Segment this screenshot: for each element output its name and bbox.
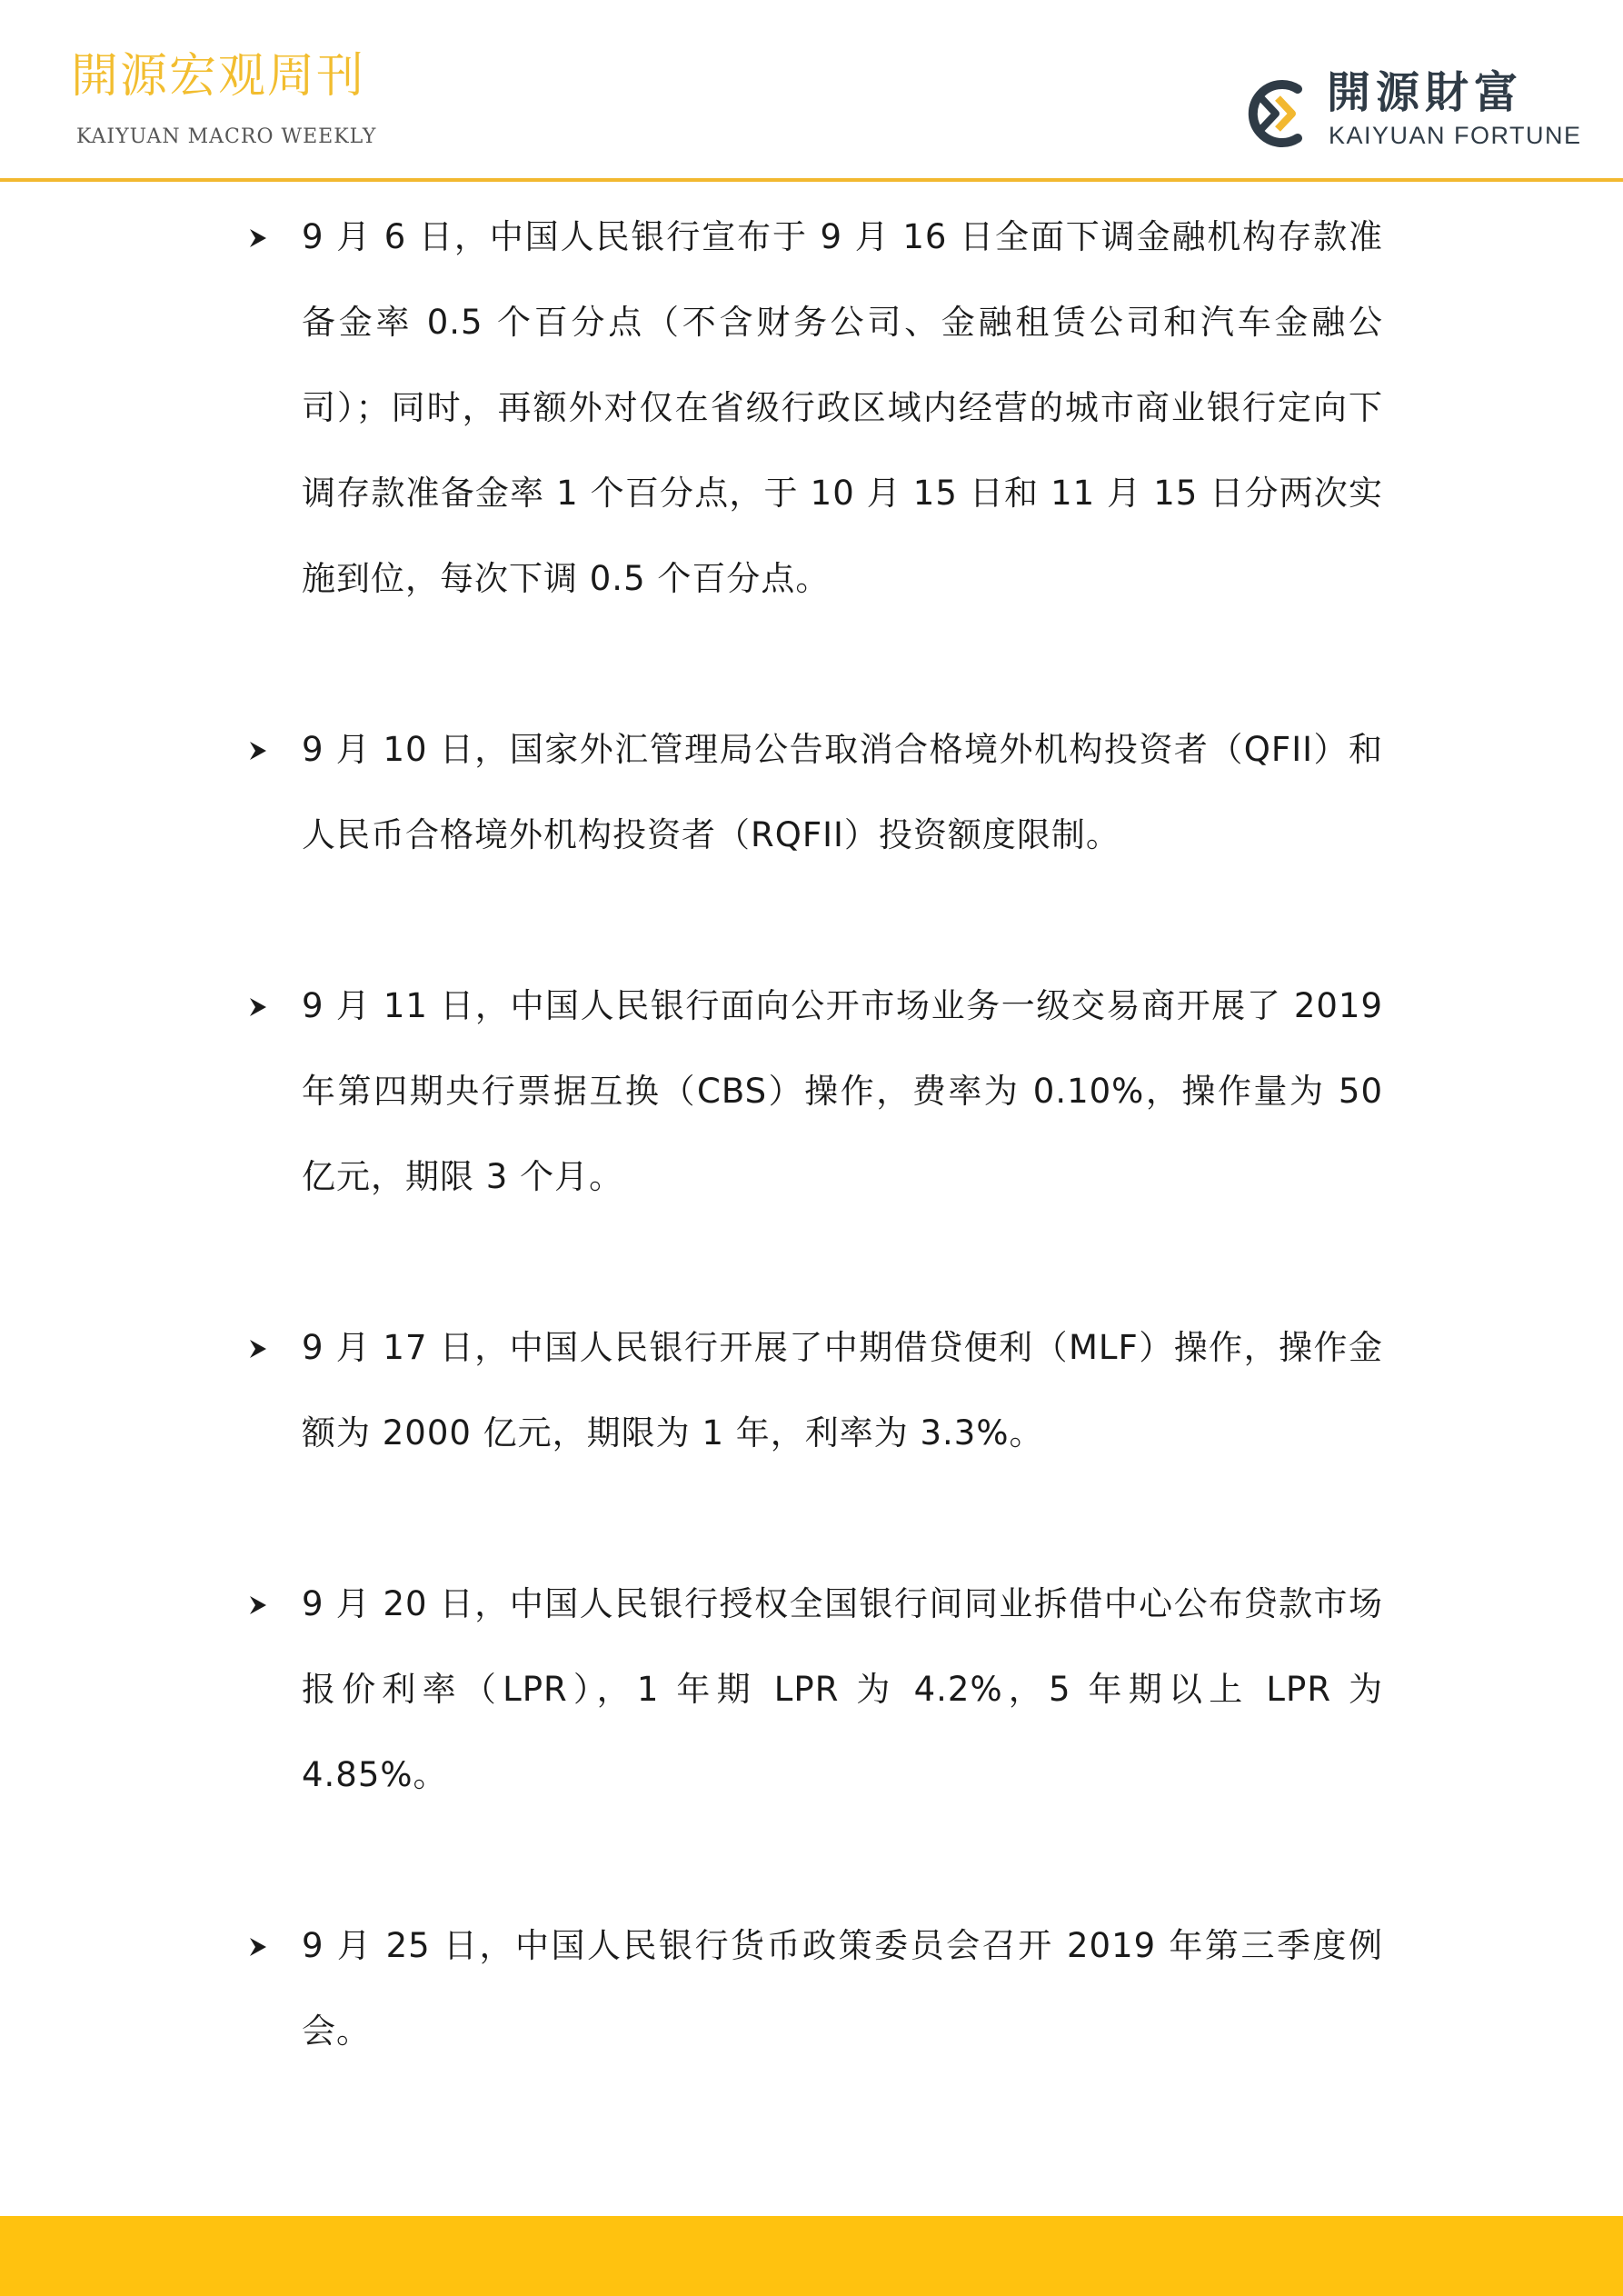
list-item-text: 9 月 6 日，中国人民银行宣布于 9 月 16 日全面下调金融机构存款准备金率 0.5 个百分点（不含财务公司、金融租赁公司和汽车金融公司）；同时，再额外对仅在省级行政区域内经营的城市商业银行定向下调存款准备金率 1 个百分点，于 10 月 15 日和 11 月 15 日分两次实施到位，每次下调 0.5 个百分点。: [302, 217, 1383, 598]
publication-subtitle: KAIYUAN MACRO WEEKLY: [76, 125, 377, 148]
arrow-bullet-icon: [247, 227, 269, 249]
list-item: [238, 1903, 1383, 2074]
list-item-text: 9 月 10 日，国家外汇管理局公告取消合格境外机构投资者（QFII）和人民币合格境外机构投资者（RQFII）投资额度限制。: [302, 730, 1383, 854]
publication-title: 開源宏观周刊: [71, 49, 366, 104]
header-divider: [0, 178, 1623, 182]
logo-mark-icon: [1243, 76, 1318, 151]
arrow-bullet-icon: [247, 1338, 269, 1360]
list-item: [238, 1305, 1383, 1476]
arrow-bullet-icon: [247, 996, 269, 1018]
list-item-text: 9 月 20 日，中国人民银行授权全国银行间同业拆借中心公布贷款市场报价利率（LPR），1 年期 LPR 为 4.2%，5 年期以上 LPR 为 4.85%。: [302, 1584, 1383, 1794]
list-item-text: 9 月 11 日，中国人民银行面向公开市场业务一级交易商开展了 2019 年第四期央行票据互换（CBS）操作，费率为 0.10%，操作量为 50 亿元，期限 3 个月。: [302, 986, 1383, 1196]
page-header: [0, 0, 1623, 182]
list-item: [238, 963, 1383, 1220]
news-list: [238, 195, 1383, 2160]
kaiyuan-fortune-logo: [1243, 67, 1582, 155]
list-item-text: 9 月 25 日，中国人民银行货币政策委员会召开 2019 年第三季度例会。: [302, 1926, 1383, 2051]
logo-chinese-name: 開源財富: [1327, 67, 1524, 118]
arrow-bullet-icon: [247, 740, 269, 762]
list-item-text: 9 月 17 日，中国人民银行开展了中期借贷便利（MLF）操作，操作金额为 2000 亿元，期限为 1 年，利率为 3.3%。: [302, 1328, 1383, 1452]
arrow-bullet-icon: [247, 1936, 269, 1958]
footer-bar: [0, 2216, 1623, 2296]
arrow-bullet-icon: [247, 1594, 269, 1616]
list-item: [238, 707, 1383, 878]
logo-english-name: KAIYUAN FORTUNE: [1329, 122, 1582, 149]
list-item: [238, 1562, 1383, 1818]
list-item: [238, 195, 1383, 622]
